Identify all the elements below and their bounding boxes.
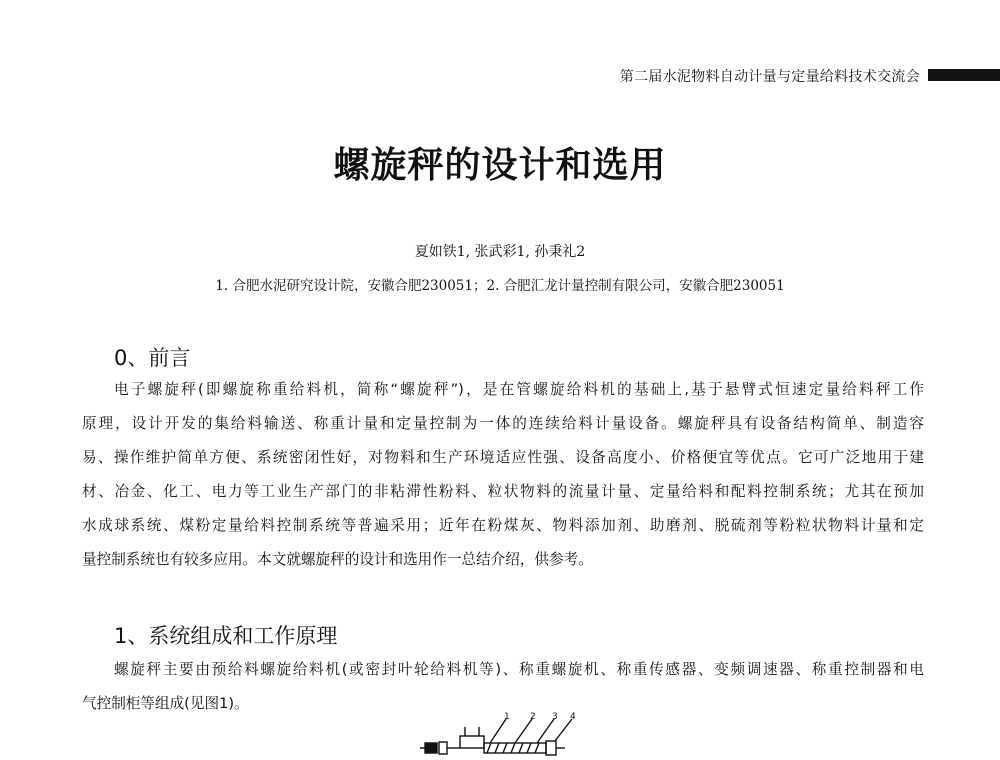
figure-label: 4 xyxy=(570,712,576,722)
paragraph-line: 气控制柜等组成(见图1)。 xyxy=(82,695,249,712)
paragraph-line: 量控制系统也有较多应用。本文就螺旋秤的设计和选用作一总结介绍，供参考。 xyxy=(82,551,593,568)
conference-header: 第二届水泥物料自动计量与定量给料技术交流会 xyxy=(619,69,920,85)
paper-title: 螺旋秤的设计和选用 xyxy=(333,145,667,186)
screw-scale-diagram xyxy=(415,712,595,760)
paragraph-line: 水成球系统、煤粉定量给料控制系统等普遍采用；近年在粉煤灰、物料添加剂、助磨剂、脱硫剂等粉粒状物料计量和定 xyxy=(82,517,924,534)
paragraph-line: 原理，设计开发的集给料输送、称重计量和定量控制为一体的连续给料计量设备。螺旋秤具有设备结构简单、制造容 xyxy=(82,415,924,432)
section-heading-preface: 0、前言 xyxy=(114,346,191,370)
section-heading-system: 1、系统组成和工作原理 xyxy=(114,624,338,648)
figure-label: 3 xyxy=(552,712,558,722)
paragraph-line: 螺旋秤主要由预给料螺旋给料机(或密封叶轮给料机等)、称重螺旋机、称重传感器、变频调速器、称重控制器和电 xyxy=(114,661,924,678)
paragraph-line: 电子螺旋秤(即螺旋称重给料机，简称“螺旋秤”)，是在管螺旋给料机的基础上,基于悬臂式恒速定量给料秤工作 xyxy=(114,381,924,398)
affiliations: 1. 合肥水泥研究设计院，安徽合肥230051；2. 合肥汇龙计量控制有限公司，安徽合肥230051 xyxy=(215,278,785,294)
figure-label: 2 xyxy=(530,712,536,722)
header-bar xyxy=(928,69,1000,81)
authors: 夏如铁1, 张武彩1, 孙秉礼2 xyxy=(414,244,586,260)
figure-label: 1 xyxy=(504,712,510,722)
paragraph-line: 易、操作维护简单方便、系统密闭性好，对物料和生产环境适应性强、设备高度小、价格便宜等优点。它可广泛地用于建 xyxy=(82,449,924,466)
paragraph-line: 材、冶金、化工、电力等工业生产部门的非粘滞性粉料、粒状物料的流量计量、定量给料和配料控制系统；尤其在预加 xyxy=(82,483,924,500)
